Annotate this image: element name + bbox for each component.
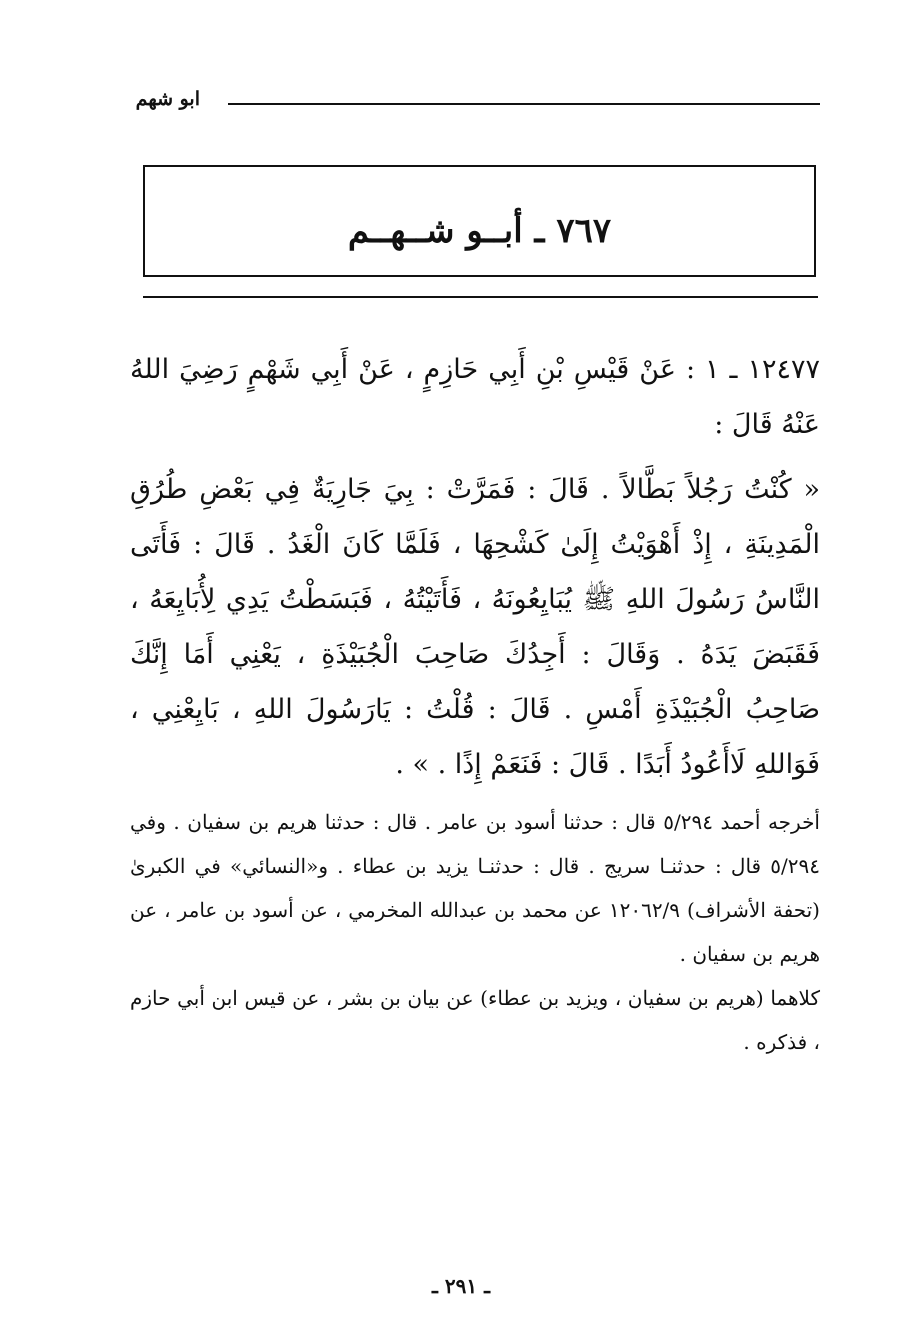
running-header bbox=[135, 88, 820, 118]
page-number: ـ ٢٩١ ـ bbox=[432, 1274, 490, 1298]
chapter-heading-box bbox=[143, 165, 816, 277]
heading-divider bbox=[143, 296, 818, 298]
takhrij-footnote bbox=[130, 800, 820, 1064]
hadith-isnad: ١٢٤٧٧ ـ ١ : عَنْ قَيْسِ بْنِ أَبِي حَازِمٍ ، عَنْ أَبِي شَهْمٍ رَضِيَ اللهُ عَنْهُ قَالَ : bbox=[130, 354, 820, 440]
hadith-matn: « كُنْتُ رَجُلاً بَطَّالاً . قَالَ : فَمَرَّتْ : بِيَ جَارِيَةٌ فِي بَعْضِ طُرُقِ الْمَدِينَةِ ، إِذْ أَهْوَيْتُ إِلَىٰ كَشْحِهَا ، فَلَمَّا كَانَ الْغَدُ . قَالَ : فَأَتَى النَّاسُ رَسُولَ اللهِ ﷺ يُبَايِعُونَهُ ، فَأَتَيْتُهُ ، فَبَسَطْتُ يَدِي لِأُبَايِعَهُ ، فَقَبَضَ يَدَهُ . وَقَالَ : أَجِدُكَ صَاحِبَ الْجُبَيْذَةِ ، يَعْنِي أَمَا إِنَّكَ صَاحِبُ الْجُبَيْذَةِ أَمْسِ . قَالَ : قُلْتُ : يَارَسُولَ اللهِ ، بَايِعْنِي ، فَوَاللهِ لَاأَعُودُ أَبَدًا . قَالَ : فَنَعَمْ إِذًا . » . bbox=[130, 474, 820, 780]
takhrij-paragraph: أخرجه أحمد ٥/٢٩٤ قال : حدثنا أسود بن عامر . قال : حدثنا هريم بن سفيان . وفي ٥/٢٩٤ قال : حدثنـا سريج . قال : حدثنـا يزيد بن عطاء . و«النسائي» في الكبرىٰ (تحفة الأشراف) ١٢٠٦٢/٩ عن محمد بن عبدالله المخرمي ، عن أسود بن عامر ، عن هريم بن سفيان . bbox=[130, 810, 820, 966]
hadith-text bbox=[130, 342, 820, 792]
chapter-title: ٧٦٧ ـ أبــو شــهــم bbox=[347, 211, 612, 251]
takhrij-paragraph: كلاهما (هريم بن سفيان ، ويزيد بن عطاء) عن بيان بن بشر ، عن قيس ابن أبي حازم ، فذكره . bbox=[130, 986, 820, 1054]
running-header-title: ابو شهم bbox=[135, 88, 200, 110]
running-header-rule bbox=[228, 103, 820, 105]
